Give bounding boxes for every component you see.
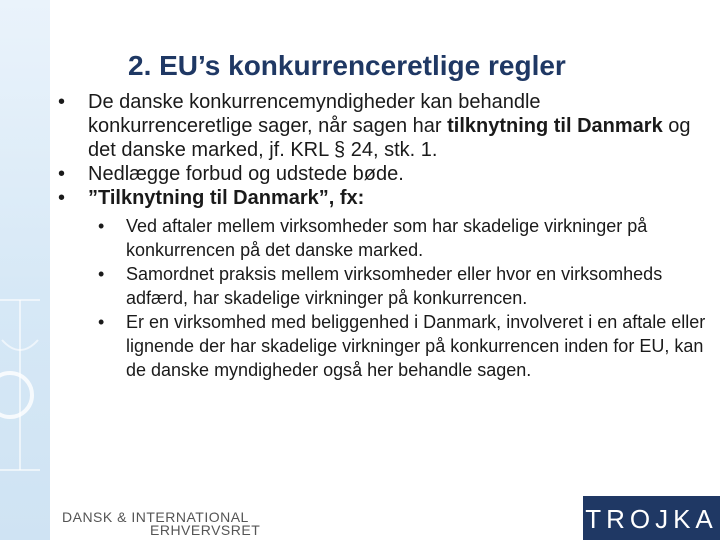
sub-bullet-item — [58, 310, 708, 382]
bullet-list — [58, 90, 708, 382]
org-line-2: ERHVERVSRET — [150, 522, 261, 538]
bullet-text: De danske konkurrencemyndigheder kan behandle konkurrenceretlige sager, når sagen har — [88, 91, 541, 137]
trojka-logo: TROJKA — [583, 496, 720, 540]
sub-bullet-item — [58, 214, 708, 262]
org-line-1: DANSK & INTERNATIONAL — [62, 509, 249, 525]
bullet-marker: • — [98, 312, 105, 332]
bullet-text: Samordnet praksis mellem virksomheder eller hvor en virksomheds adfærd, har skadelige virkninger på konkurrencen. — [126, 264, 663, 308]
sub-bullet-item — [58, 262, 708, 310]
bullet-marker: • — [98, 216, 105, 236]
bullet-text: Nedlægge forbud og udstede bøde. — [88, 163, 404, 185]
scales-watermark-icon — [0, 0, 60, 540]
bullet-marker: • — [58, 91, 66, 113]
organization-wordmark — [62, 511, 260, 537]
bullet-item — [58, 162, 708, 186]
bullet-text: ”Tilknytning til Danmark”, fx: — [88, 187, 365, 209]
bullet-marker: • — [98, 264, 105, 284]
bullet-text: Ved aftaler mellem virksomheder som har skadelige virkninger på konkurrencen på det danske marked. — [126, 216, 648, 260]
bullet-text: Er en virksomhed med beliggenhed i Danmark, involveret i en aftale eller lignende der har skadelige virkninger på konkurrencen inden for EU, kan de danske myndigheder også her behandle sagen. — [126, 312, 706, 380]
bullet-marker: • — [58, 163, 66, 185]
bullet-item — [58, 186, 708, 210]
bullet-marker: • — [58, 187, 66, 209]
bullet-text-bold: tilknytning til Danmark — [447, 115, 663, 137]
slide-title: 2. EU’s konkurrenceretlige regler — [128, 50, 566, 81]
bullet-item — [58, 90, 708, 162]
bullet-text: og det danske marked, jf. KRL § 24, stk. 1. — [88, 115, 691, 161]
